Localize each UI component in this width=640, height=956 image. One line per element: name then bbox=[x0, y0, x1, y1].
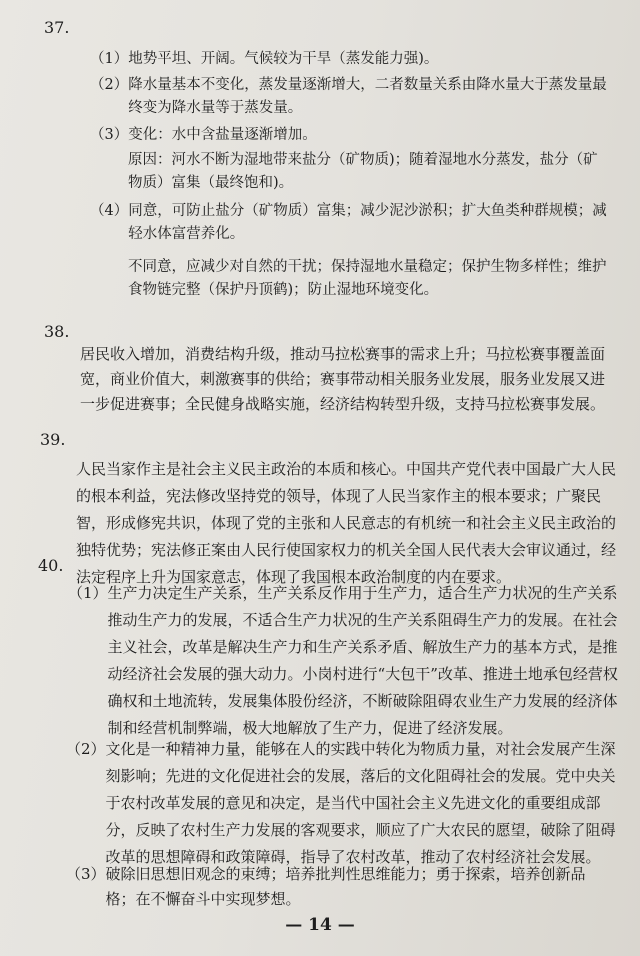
q37-item-3-label: （3） bbox=[90, 127, 129, 143]
q37-item-1-label: （1） bbox=[90, 51, 129, 67]
q40-item-3-label: （3） bbox=[66, 865, 106, 883]
q38-answer: 居民收入增加，消费结构升级，推动马拉松赛事的需求上升；马拉松赛事覆盖面宽，商业价值大，刺激赛事的供给；赛事带动相关服务业发展，服务业发展又进一步促进赛事；全民健身战略实施，经济结构转型升级，支持马拉松赛事发展。 bbox=[80, 345, 606, 413]
q37-item-3-text: 变化：水中含盐量逐渐增加。 bbox=[128, 127, 317, 143]
q37-item-3 bbox=[90, 124, 610, 147]
q37-item-1-text: 地势平坦、开阔。气候较为干旱（蒸发能力强)。 bbox=[128, 51, 439, 67]
q37-item-4-label: （4） bbox=[90, 203, 129, 219]
q37-reason: 原因：河水不断为湿地带来盐分（矿物质)；随着湿地水分蒸发，盐分（矿物质）富集（最终饱和)。 bbox=[128, 152, 598, 191]
question-38-number: 38. bbox=[44, 322, 70, 341]
q37-item-2 bbox=[90, 74, 610, 120]
q40-item-1-label: （1） bbox=[68, 584, 108, 602]
q37-item-4-text: 同意，可防止盐分（矿物质）富集；减少泥沙淤积；扩大鱼类种群规模；减轻水体富营养化。 bbox=[128, 203, 607, 242]
q40-item-3 bbox=[66, 862, 606, 912]
page-number: — 14 — bbox=[285, 915, 355, 935]
q37-disagree: 不同意，应减少对自然的干扰；保持湿地水量稳定；保护生物多样性；维护食物链完整（保护丹顶鹤)；防止湿地环境变化。 bbox=[128, 259, 607, 298]
q37-item-2-text: 降水量基本不变化，蒸发量逐渐增大，二者数量关系由降水量大于蒸发量最终变为降水量等于蒸发量。 bbox=[128, 77, 607, 116]
q40-item-2-label: （2） bbox=[66, 740, 106, 758]
q37-item-2-label: （2） bbox=[90, 77, 129, 93]
q39-answer: 人民当家作主是社会主义民主政治的本质和核心。中国共产党代表中国最广大人民的根本利益，宪法修改坚持党的领导，体现了人民当家作主的根本要求；广聚民智，形成修宪共识，体现了党的主张和人民意志的有机统一和社会主义民主政治的独特优势；宪法修正案由人民行使国家权力的机关全国人民代表大会审议通过，经法定程序上升为国家意志，体现了我国根本政治制度的内在要求。 bbox=[76, 460, 617, 586]
q37-item-1 bbox=[90, 48, 590, 71]
q40-item-1-text: 生产力决定生产关系，生产关系反作用于生产力，适合生产力状况的生产关系推动生产力的发展，不适合生产力状况的生产关系阻碍生产力的发展。在社会主义社会，改革是解决生产力和生产关系矛盾、解放生产力的基本方式，是推动经济社会发展的强大动力。小岗村进行“大包干”改革、推进土地承包经营权确权和土地流转，发展集体股份经济，不断破除阻碍农业生产力发展的经济体制和经营机制弊端，极大地解放了生产力，促进了经济发展。 bbox=[107, 584, 618, 737]
q37-item-4 bbox=[90, 200, 610, 246]
question-40-number: 40. bbox=[38, 556, 64, 575]
q40-item-2 bbox=[66, 736, 618, 871]
q40-item-1 bbox=[68, 580, 618, 742]
question-39-number: 39. bbox=[40, 430, 66, 449]
q40-item-2-text: 文化是一种精神力量，能够在人的实践中转化为物质力量，对社会发展产生深刻影响；先进的文化促进社会的发展，落后的文化阻碍社会的发展。党中央关于农村改革发展的意见和决定，是当代中国社会主义先进文化的重要组成部分，反映了农村生产力发展的客观要求，顺应了广大农民的愿望，破除了阻碍改革的思想障碍和政策障碍，指导了农村改革，推动了农村经济社会发展。 bbox=[105, 740, 616, 866]
q40-item-3-text: 破除旧思想旧观念的束缚；培养批判性思维能力；勇于探索，培养创新品格；在不懈奋斗中实现梦想。 bbox=[105, 865, 586, 908]
question-37-number: 37. bbox=[44, 18, 70, 37]
